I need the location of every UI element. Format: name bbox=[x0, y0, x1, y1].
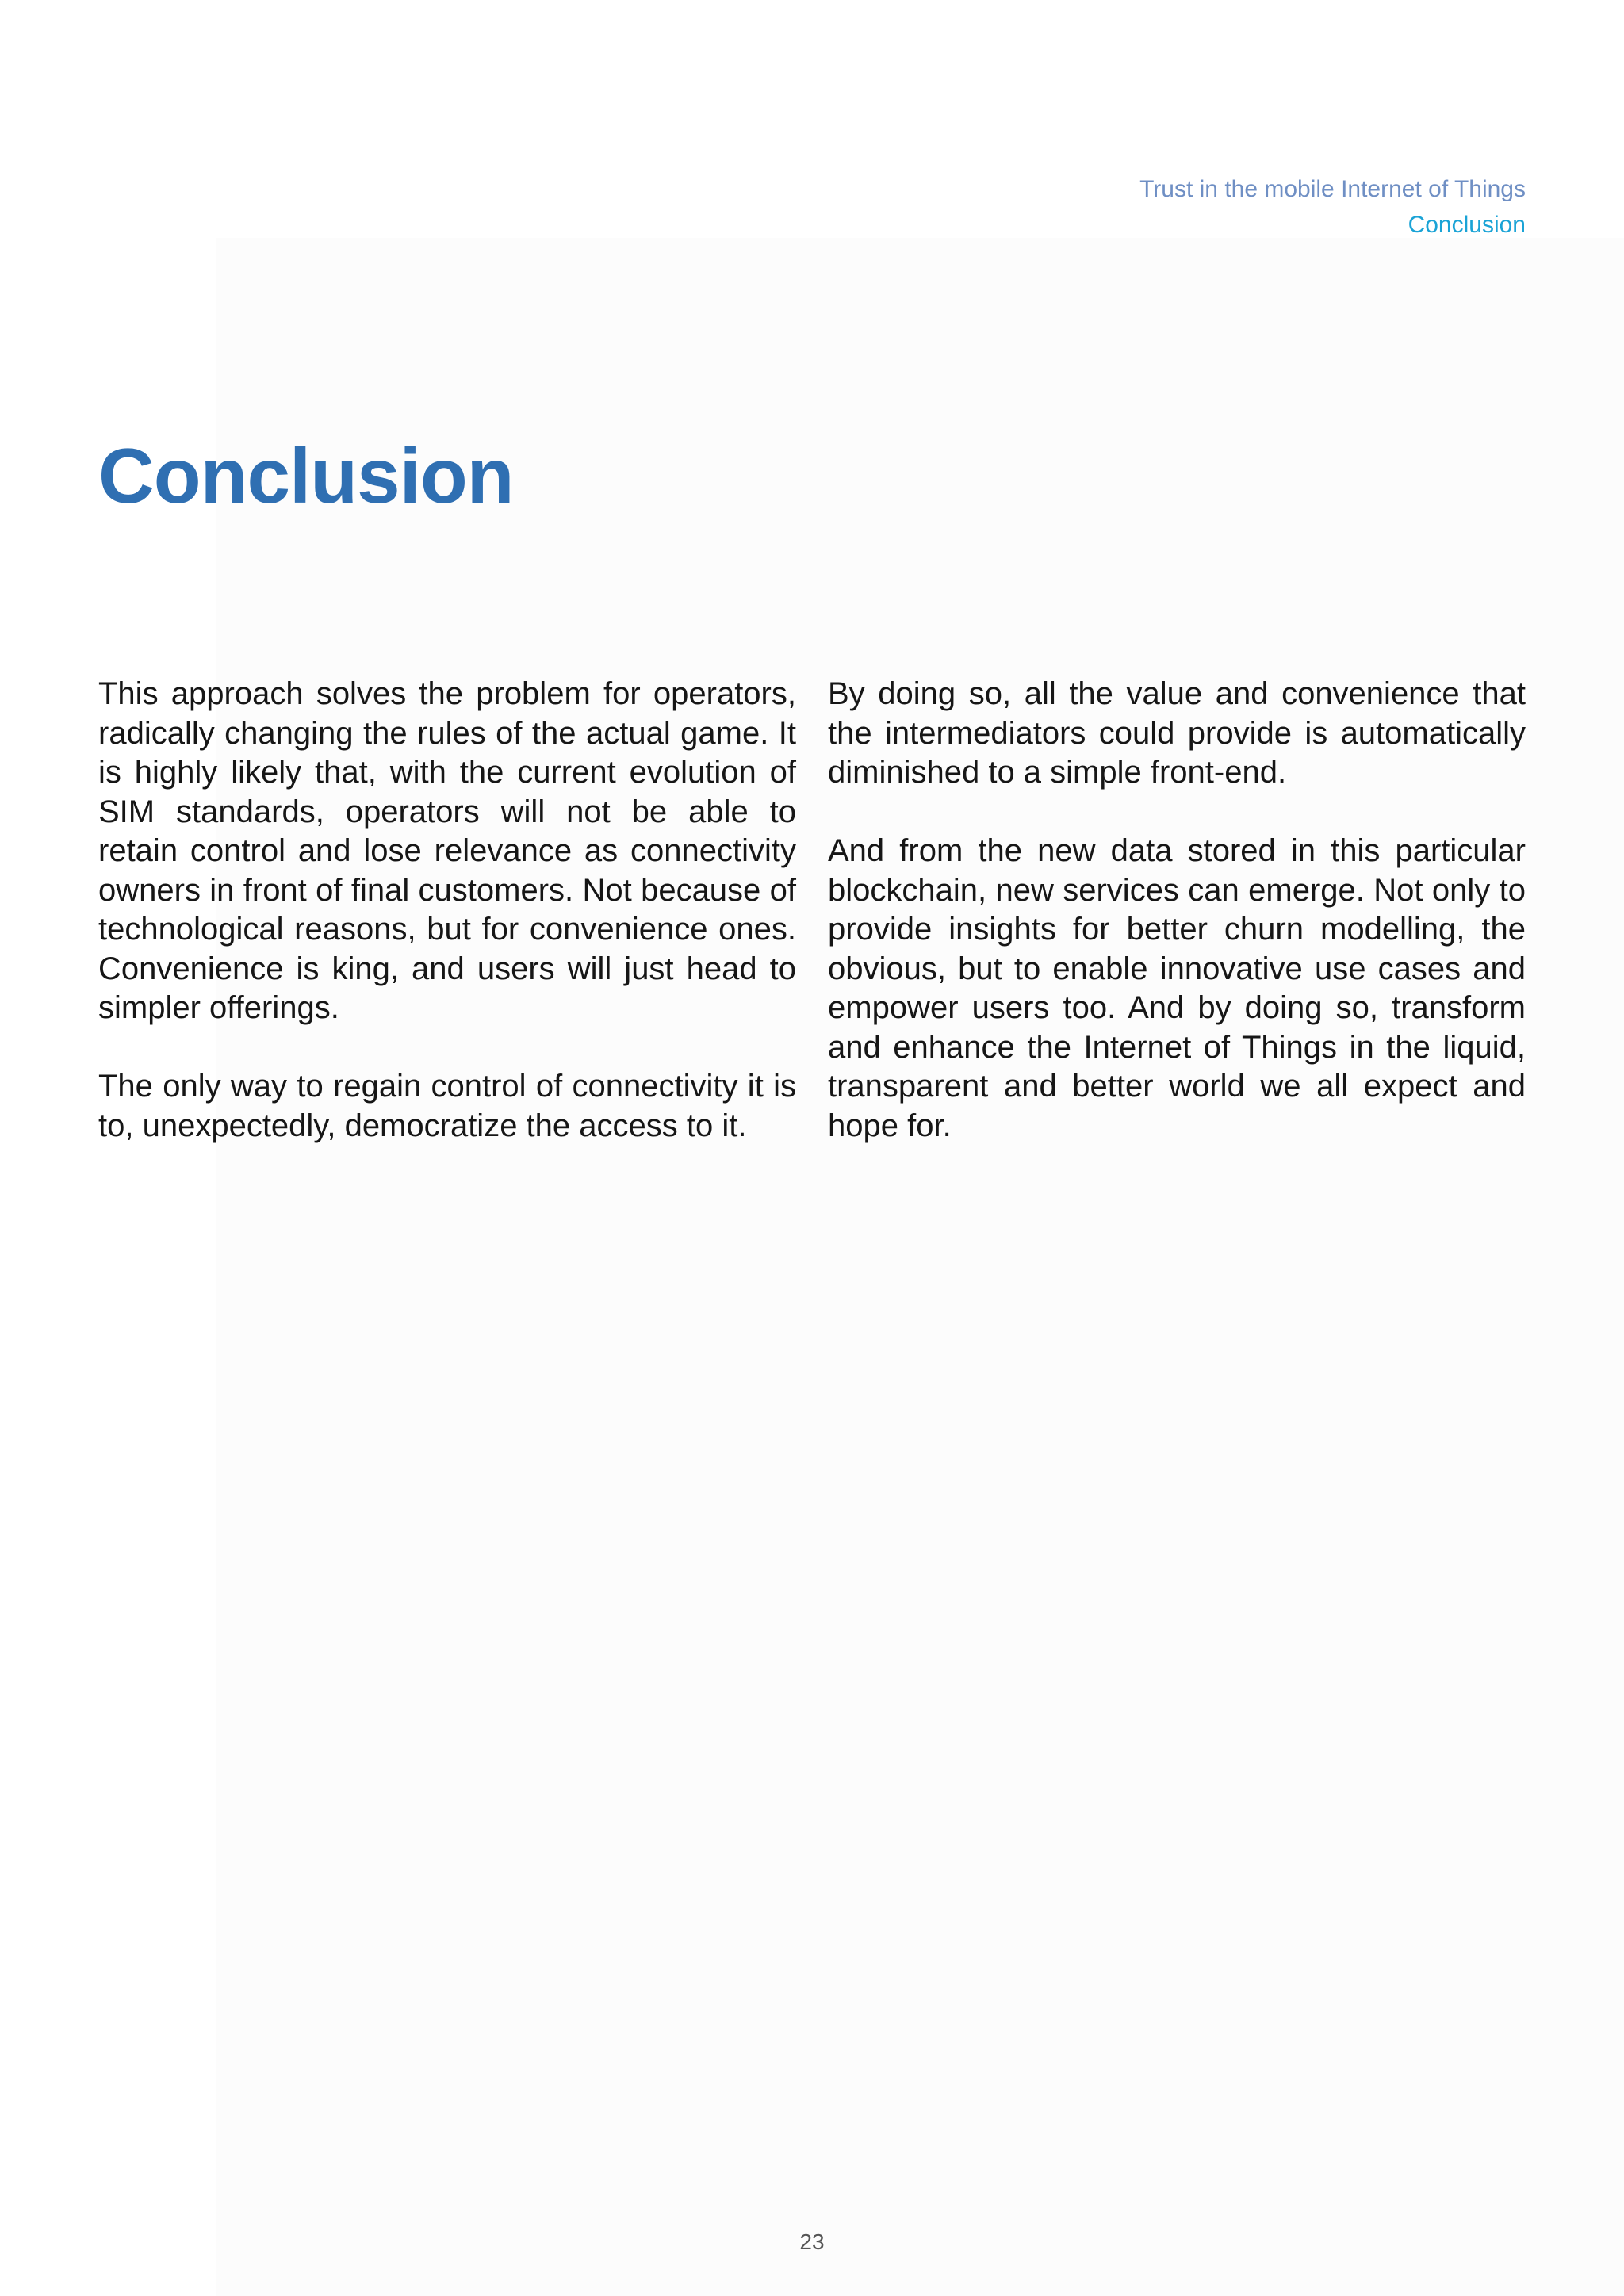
left-column bbox=[98, 675, 796, 1185]
paragraph: This approach solves the problem for operators, radically changing the rules of the actual game. It is highly likely that, with the current evolution of SIM standards, operators will not be able to retain control and lose relevance as connectivity owners in front of final customers. Not because of technological reasons, but for convenience ones. Convenience is king, and users will just head to simpler offerings. bbox=[98, 676, 796, 1025]
page-title: Conclusion bbox=[98, 432, 514, 519]
page-number: 23 bbox=[799, 2229, 825, 2254]
header-section-name: Conclusion bbox=[1408, 212, 1526, 238]
paragraph: The only way to regain control of connectivity it is to, unexpectedly, democratize the access to it. bbox=[98, 1069, 796, 1143]
paragraph: By doing so, all the value and convenience that the intermediators could provide is automatically diminished to a simple front-end. bbox=[828, 676, 1526, 790]
page-background-shade bbox=[216, 238, 1624, 2296]
body-columns bbox=[98, 675, 1526, 1185]
header-document-title: Trust in the mobile Internet of Things bbox=[1139, 176, 1526, 202]
paragraph: And from the new data stored in this particular blockchain, new services can emerge. Not only to provide insights for better churn modelling, the obvious, but to enable innovative use cases and empower users too. And by doing so, transform and enhance the Internet of Things in the liquid, transparent and better world we all expect and hope for. bbox=[828, 833, 1526, 1143]
right-column bbox=[828, 675, 1526, 1185]
running-header bbox=[1139, 171, 1526, 243]
